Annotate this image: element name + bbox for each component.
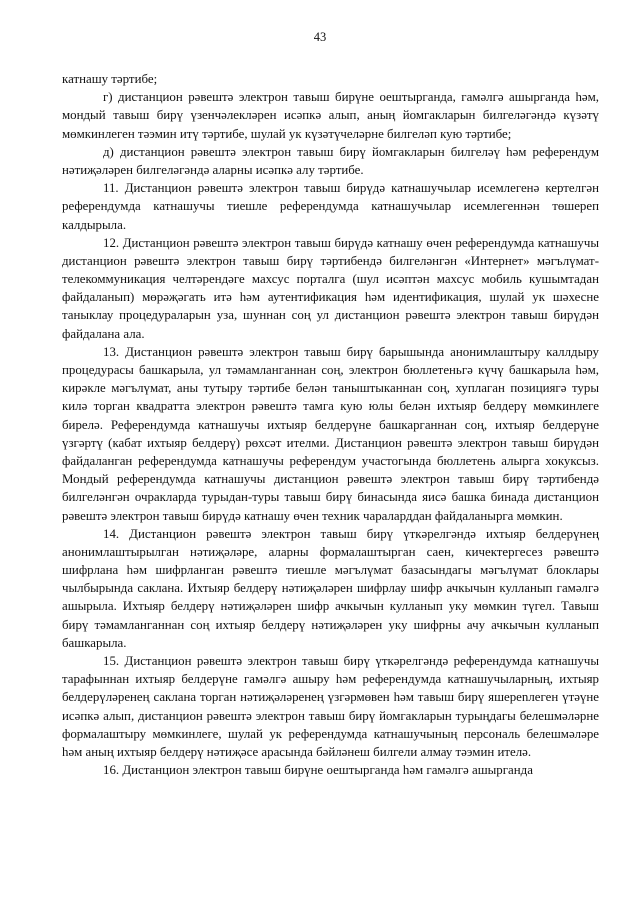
document-body [62,70,599,779]
paragraph: г) дистанцион рәвештә электрон тавыш бирүне оештырганда, гамәлгә ашырганда һәм, мондый тавыш бирү үзенчәлекләрен исәпкә алып, аның йомгакларын билгеләгәндә күзәтү мөмкинлеген тәэмин итү тәртибе, шулай ук күзәтүчеләрне билгеләп кую тәртибе; [62,90,599,141]
paragraph: 14. Дистанцион рәвештә электрон тавыш бирү үткәрелгәндә ихтыяр белдерүнең анонимлаштырылган нәтиҗәләре, аларны формалаштырган саен, кичектергесез рәвештә шифрлана һәм шифрланган рәвештә тиешле мәгълүмат базасындагы мәгълүмат блоклары чылбырында саклана. Ихтыяр белдерү нәтиҗәләрен шифрлау шифр ачкычын кулланып гамәлгә ашырыла. Ихтыяр белдерү нәтиҗәләрен шифр ачкычын кулланып уку мөмкин түгел. Тавыш бирү тәмамланганнан соң ихтыяр белдерү нәтиҗәләрен уку шифрны ачу ачкычын кулланып башкарыла. [62,526,599,650]
paragraph: 16. Дистанцион электрон тавыш бирүне оештырганда һәм гамәлгә ашырганда [103,763,533,778]
page-number: 43 [313,30,327,44]
paragraph: д) дистанцион рәвештә электрон тавыш бирү йомгакларын билгеләү һәм референдум нәтиҗәләрен билгеләгәндә аларны исәпкә алу тәртибе. [62,144,599,177]
paragraph: катнашу тәртибе; [62,72,158,86]
paragraph: 15. Дистанцион рәвештә электрон тавыш бирү үткәрелгәндә референдумда катнашучы тарафыннан ихтыяр белдерүне гамәлгә ашыру һәм референдумда катнашучыларның, ихтыяр белдерүләренең саклана торган нәтиҗәләренең үзгәрмөвен һәм тавыш бирү яшерenлеген үтәүне исәпкә алып, дистанцион рәвештә электрон тавыш бирү йомгакларын турыңдагы белешмәләрне формалаштыру мөмкинлеге, шулай ук референдумда катнашучының персональ белешмәләре һәм аның ихтыяр белдерү нәтиҗәсе арасында бәйләнеш билгели алмау тәэмин ителә. [62,654,599,759]
paragraph: 11. Дистанцион рәвештә электрон тавыш бирүдә катнашучылар исемлегенә кертелгән референдумда катнашучы тиешле референдумда катнашучылар исемлегеннән төшереп калдырыла. [62,181,599,232]
paragraph: 13. Дистанцион рәвештә электрон тавыш бирү барышында анонимлаштыру каллдыру процедурасы башкарыла, ул тәмамланганнан соң, электрон бюллетеньгә күчү башкарыла һәм, кирәкле мәгълүмат, аны тутыру тәртибе белән таныштыканнан соң, хуплаган позициягә туры килә торган квадратта электрон рәвештә тамга кую юлы белән ихтыяр белдерү мөмкинлеге бирелә. Референдумда катнашучы ихтыяр белдерүне башкарганнан соң, ихтыяр белдерүне үзгәртү (кабат ихтыяр белдерү) рөхсәт ителми. Дистанцион рәвештә электрон тавыш бирүдән файдаланган референдумда катнашучы референдум участогында бюллетень алырга хокуксыз. Мондый референдумда катнашучы дистанцион рәвештә электрон тавыш бирү тәртибендә билгеләнгән очракларда турыдан-туры тавыш бирү бинасында яисә башка бинада дистанцион рәвештә электрон тавыш бирүдә катнашу өчен техник чараларддан файдаланырга мөмкин. [62,344,599,523]
paragraph: 12. Дистанцион рәвештә электрон тавыш бирүдә катнашу өчен референдумда катнашучы дистанцион рәвештә электрон тавыш бирү тәртибендә билгеләнгән «Интернет» мәгълүмат-телекоммуникация челтәрендәге махсус порталга (шул исәптән махсус мобиль кушымтадан файдаланып) мөрәҗәгать итә һәм аутентификация һәм идентификация, шулай ук шәхесне таныклау процедураларын уза, шуннан соң ул дистанцион рәвештә электрон тавыш бирүдән файдалана ала. [62,235,599,341]
